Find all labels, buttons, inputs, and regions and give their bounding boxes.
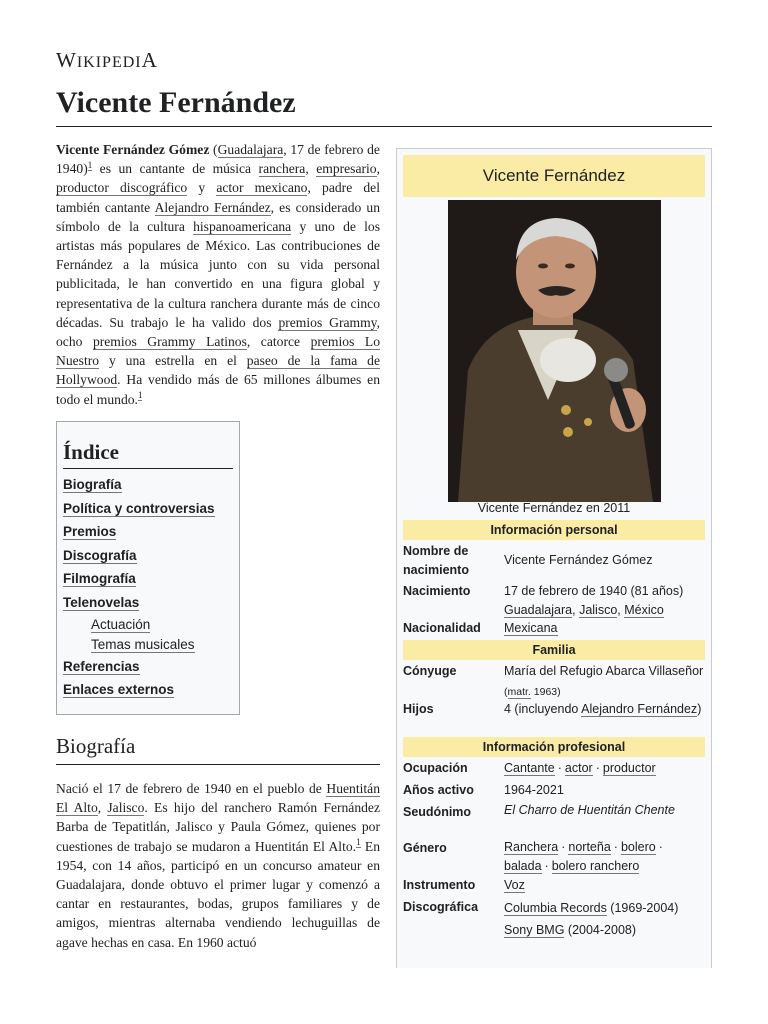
link-balada[interactable]: balada [504,859,542,873]
link-cantante[interactable]: Cantante [504,761,555,775]
link-grammy[interactable]: premios Grammy [278,314,377,330]
infobox-title: Vicente Fernández [403,155,705,197]
link-nortena[interactable]: norteña [568,840,611,854]
link-columbia[interactable]: Columbia Records [504,901,607,915]
value-genre: Ranchera · norteña · bolero · balada · bolero ranchero [504,840,663,873]
link-birth-city[interactable]: Guadalajara [504,603,573,617]
infobox-header-professional: Información profesional [403,737,705,757]
value-pseudonym: El Charro de Huentitán Chente [504,803,675,817]
value-children: 4 (incluyendo Alejandro Fernández) [504,702,702,716]
value-spouse: María del Refugio Abarca Villaseñor (matr. 1963) [504,664,704,698]
portrait-illustration [448,200,661,502]
label-birth-name: Nombre de nacimiento [403,544,469,577]
link-birth-state[interactable]: Jalisco [579,603,618,617]
photo-caption: Vicente Fernández en 2011 [477,501,631,515]
toc-title: Índice [63,440,233,469]
link-latin-grammy[interactable]: premios Grammy Latinos [92,334,247,350]
link-ranchera-genre[interactable]: Ranchera [504,840,559,854]
label-genre: Género [403,841,447,855]
intro-paragraph: Vicente Fernández Gómez (Guadalajara, 17 de febrero de 1940)$^1$ es un cantante de música ranchera, empresario, productor discográfico y actor mexicano, padre del también cantante Alejandro Fernández, es considerado un símbolo de la cultura hispanoamericana y uno de los artistas más populares de México. Las contribuciones de Fernández a la música junto con su vida personal publicitada, le han convertido en una figura global y representativa de la cultura ranchera durante más de cinco décadas. Su trabajo le ha valido dos premios Grammy, ocho premios Grammy Latinos, catorce premios Lo Nuestro y una estrella en el paseo de la fama de Hollywood. Ha vendido más de 65 millones álbumes en todo el mundo.$^1$ [56,142,381,407]
link-birth-country[interactable]: México [624,603,664,617]
value-occupation: Cantante · actor · productor [504,761,656,775]
section-heading-biografia: Biografía [56,734,136,758]
link-matr[interactable]: matr. [507,686,531,698]
link-huentitan[interactable]: Huentitán El Alto [56,781,380,816]
subject-name: Vicente Fernández Gómez [56,142,210,157]
value-birth: 17 de febrero de 1940 (81 años) Guadalajara, Jalisco, México [504,584,684,617]
toc-subitem-actuacion[interactable]: Actuación [91,616,151,632]
value-record-label-1: Columbia Records (1969-2004) [504,901,679,915]
reference-1[interactable]: 1 [87,159,93,170]
toc-item-discografia[interactable]: Discografía [63,547,137,563]
label-nationality: Nacionalidad [403,621,481,635]
link-alejandro[interactable]: Alejandro Fernández [154,199,271,215]
label-spouse: Cónyuge [403,664,457,678]
infobox [396,148,712,968]
label-pseudonym: Seudónimo [403,805,472,819]
link-actor[interactable]: actor mexicano [216,180,308,196]
link-productor[interactable]: productor discográfico [56,180,188,196]
link-bolero-ranchero[interactable]: bolero ranchero [551,859,640,873]
label-years-active: Años activo [403,783,474,797]
link-voz[interactable]: Voz [504,878,525,892]
value-years-active: 1964-2021 [504,783,564,797]
link-alejandro-infobox[interactable]: Alejandro Fernández [581,702,698,716]
link-lo-nuestro[interactable]: premios Lo Nuestro [56,334,380,369]
link-sony-bmg[interactable]: Sony BMG [504,923,565,937]
toc-item-biografia[interactable]: Biografía [63,477,122,492]
label-occupation: Ocupación [403,761,468,775]
reference-1b[interactable]: 1 [137,390,143,401]
value-record-label-2: Sony BMG (2004-2008) [504,923,637,937]
link-productor-infobox[interactable]: productor [602,761,656,775]
label-instrument: Instrumento [403,878,476,892]
toc-item-politica[interactable]: Política y controversias [63,500,215,516]
reference-1c[interactable]: 1 [356,837,361,848]
biography-paragraph: Nació el 17 de febrero de 1940 en el pueblo de Huentitán El Alto, Jalisco. Es hijo del ranchero Ramón Fernández Barba de Tepatitlán, Jalisco y Paula Gómez, quienes por cuestiones de trabajo se mudaron a Huentitán El Alto.$^1$ En 1954, con 14 años, participó en un concurso amateur en Guadalajara, donde obtuvo el primer lugar y comenzó a cantar en restaurantes, bodas, grupos familiares y de amigos, mientras alternaba vendiendo lechuguillas de agave hechas en casa. En 1960 actuó [56,781,381,950]
toc-item-premios[interactable]: Premios [63,524,117,540]
page-title: Vicente Fernández [56,86,296,119]
table-of-contents [56,421,240,715]
toc-item-referencias[interactable]: Referencias [63,658,140,674]
wikipedia-wordmark[interactable]: WIKIPEDIA [56,48,158,72]
section-divider [56,764,380,765]
label-birth: Nacimiento [403,584,471,598]
label-record-label: Discográfica [403,900,479,914]
infobox-header-family: Familia [403,640,705,660]
link-ranchera[interactable]: ranchera [258,161,306,177]
link-hispanoamericana[interactable]: hispanoamericana [193,218,292,234]
toc-subitem-temas[interactable]: Temas musicales [91,636,195,652]
label-children: Hijos [403,702,434,716]
portrait-photo[interactable] [448,200,661,502]
toc-item-telenovelas[interactable]: Telenovelas [63,594,140,610]
title-divider [56,126,712,127]
toc-item-enlaces[interactable]: Enlaces externos [63,682,175,698]
infobox-header-personal: Información personal [403,520,705,540]
link-paseo-fama[interactable]: paseo de la fama de Hollywood [56,353,380,388]
toc-item-filmografia[interactable]: Filmografía [63,571,136,587]
link-empresario[interactable]: empresario [316,161,377,177]
link-jalisco[interactable]: Jalisco [107,800,145,816]
link-nationality[interactable]: Mexicana [504,621,558,635]
link-actor-infobox[interactable]: actor [564,761,593,775]
link-guadalajara[interactable]: Guadalajara [217,142,284,157]
link-bolero[interactable]: bolero [620,840,656,854]
value-birth-name: Vicente Fernández Gómez [504,553,653,567]
